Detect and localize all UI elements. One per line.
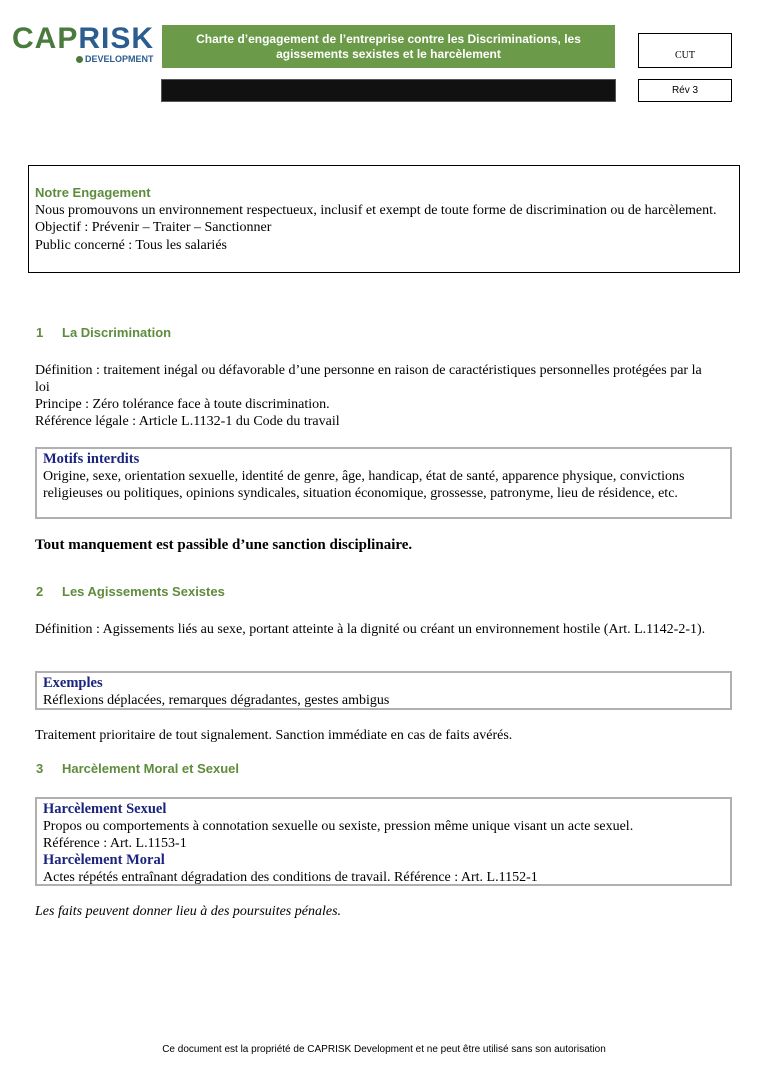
moral-harassment-title: Harcèlement Moral <box>43 852 165 868</box>
discrimination-principle: Principe : Zéro tolérance face à toute discrimination. <box>35 397 330 412</box>
section-heading-sexist-acts <box>36 584 225 599</box>
engagement-text: Nous promouvons un environnement respectueux, inclusif et exempt de toute forme de discrimination ou de harcèlement. <box>35 202 717 218</box>
logo-dot-icon <box>76 56 83 63</box>
company-logo <box>12 24 162 66</box>
discrimination-definition: Définition : traitement inégal ou défavorable d’une personne en raison de caractéristiques personnelles protégées par la loi <box>35 363 702 395</box>
header-divider-bar <box>161 79 616 102</box>
engagement-objective: Objectif : Prévenir – Traiter – Sanctionner <box>35 220 272 235</box>
harassment-box <box>35 797 732 886</box>
sexist-acts-treatment: Traitement prioritaire de tout signalement. Sanction immédiate en cas de faits avérés. <box>35 728 513 743</box>
section-title: Les Agissements Sexistes <box>62 584 225 599</box>
section-heading-discrimination <box>36 325 171 340</box>
sexist-acts-definition: Définition : Agissements liés au sexe, portant atteinte à la dignité ou créant un environnement hostile (Art. L.1142-2-1). <box>35 622 706 637</box>
forbidden-grounds-text: Origine, sexe, orientation sexuelle, identité de genre, âge, handicap, état de santé, apparence physique, convictions religieuses ou politiques, opinions syndicales, situation économique, grossesse, patronyme, lieu de résidence, etc. <box>43 469 685 501</box>
section-title: Harcèlement Moral et Sexuel <box>62 761 240 776</box>
forbidden-grounds-title: Motifs interdits <box>43 451 140 467</box>
document-title: Charte d’engagement de l’entreprise contre les Discriminations, les agissements sexistes et le harcèlement <box>162 25 615 68</box>
section-1-body <box>35 362 715 430</box>
section-number: 1 <box>36 325 44 340</box>
logo-text-risk: RISK <box>78 22 155 55</box>
section-number: 3 <box>36 761 44 776</box>
logo-subtext: DEVELOPMENT <box>85 54 154 64</box>
moral-harassment-text: Actes répétés entraînant dégradation des conditions de travail. Référence : Art. L.1152-1 <box>43 870 538 885</box>
sexual-harassment-text: Propos ou comportements à connotation sexuelle ou sexiste, pression même unique visant un acte sexuel. <box>43 819 634 834</box>
engagement-box <box>28 165 740 273</box>
examples-text: Réflexions déplacées, remarques dégradantes, gestes ambigus <box>43 693 390 708</box>
engagement-audience: Public concerné : Tous les salariés <box>35 237 227 253</box>
discrimination-reference: Référence légale : Article L.1132-1 du Code du travail <box>35 414 340 429</box>
engagement-heading: Notre Engagement <box>35 185 151 200</box>
document-reference: CUT <box>638 33 732 68</box>
document-revision: Rév 3 <box>638 79 732 102</box>
examples-title: Exemples <box>43 675 103 691</box>
disciplinary-notice: Tout manquement est passible d’une sanction disciplinaire. <box>35 537 413 553</box>
footer-ownership-notice: Ce document est la propriété de CAPRISK Development et ne peut être utilisé sans son autorisation <box>162 1044 606 1055</box>
logo-text-cap: CAP <box>12 22 79 55</box>
sexual-harassment-title: Harcèlement Sexuel <box>43 801 167 817</box>
forbidden-grounds-box <box>35 447 732 519</box>
section-number: 2 <box>36 584 44 599</box>
examples-box <box>35 671 732 710</box>
section-title: La Discrimination <box>62 325 172 340</box>
criminal-proceedings-notice: Les faits peuvent donner lieu à des poursuites pénales. <box>35 904 342 919</box>
sexual-harassment-reference: Référence : Art. L.1153-1 <box>43 836 187 851</box>
section-heading-harassment <box>36 761 239 776</box>
